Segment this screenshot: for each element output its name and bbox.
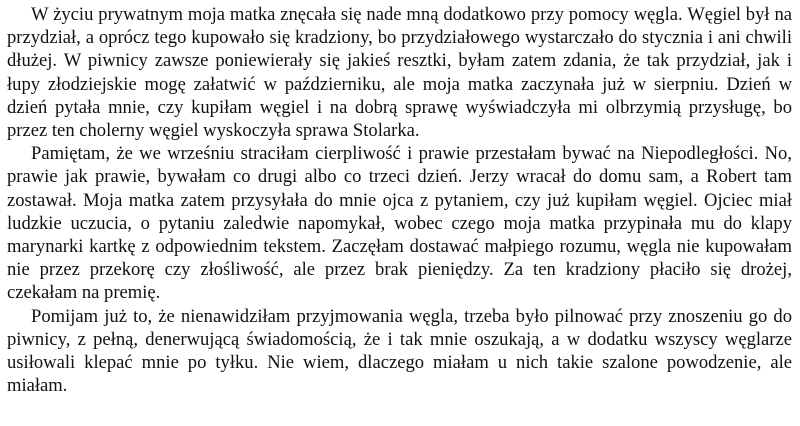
paragraph-3: Pomijam już to, że nienawidziłam przyjmowania węgla, trzeba było pilnować przy znoszeniu go do piwnicy, z pełną, denerwującą świadomością, że i tak mnie oszukają, a w dodatku wszyscy węglarze usiłowali klepać mnie po tyłku. Nie wiem, dlaczego miałam u nich takie szalone powodzenie, ale miałam.: [7, 305, 792, 397]
document-body: [7, 3, 792, 397]
paragraph-2: Pamiętam, że we wrześniu straciłam cierpliwość i prawie przestałam bywać na Niepodległości. No, prawie jak prawie, bywałam co drugi albo co trzeci dzień. Jerzy wracał do domu sam, a Robert tam zostawał. Moja matka zatem przysyłała do mnie ojca z pytaniem, czy już kupiłam węgiel. Ojciec miał ludzkie uczucia, o pytaniu zaledwie napomykał, wobec czego moja matka przypinała mu do klapy marynarki kartkę z odpowiednim tekstem. Zaczęłam dostawać małpiego rozumu, węgla nie kupowałam nie przez przekorę czy złośliwość, ale przez brak pieniędzy. Za ten kradziony płaciło się drożej, czekałam na premię.: [7, 143, 792, 304]
paragraph-1: W życiu prywatnym moja matka znęcała się nade mną dodatkowo przy pomocy węgla. Węgiel był na przydział, a oprócz tego kupowało się kradziony, bo przydziałowego wystarczało do stycznia i ani chwili dłużej. W piwnicy zawsze poniewierały się jakieś resztki, byłam zatem zdania, że tak przydział, jak i łupy złodziejskie mogę załatwić w październiku, ale moja matka zaczynała już w sierpniu. Dzień w dzień pytała mnie, czy kupiłam węgiel i na dobrą sprawę wyświadczyła mi olbrzymią przysługę, bo przez ten cholerny węgiel wyskoczyła sprawa Stolarka.: [7, 4, 792, 142]
